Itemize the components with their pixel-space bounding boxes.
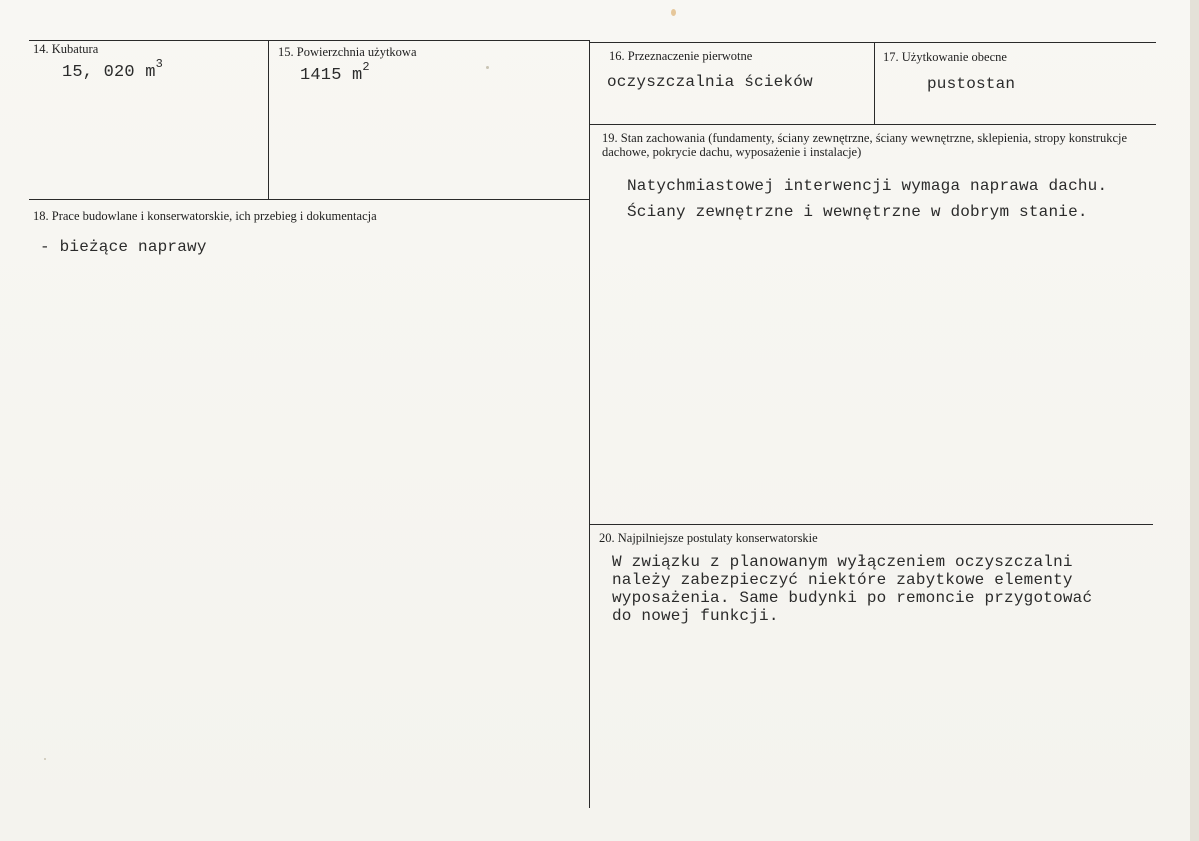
field-15-unit-exponent: 2	[362, 60, 370, 75]
divider-16-17	[874, 42, 875, 124]
divider-center	[589, 40, 590, 808]
field-16-label: 16. Przeznaczenie pierwotne	[609, 49, 753, 63]
field-14-number: 15, 020 m	[62, 63, 156, 82]
field-19-line-1: Natychmiastowej interwencji wymaga naprawa dachu.	[627, 177, 1108, 195]
field-15-number: 1415 m	[300, 66, 363, 85]
field-20-line-1: W związku z planowanym wyłączeniem oczyszczalni	[612, 553, 1073, 571]
field-19-line-2: Ściany zewnętrzne i wewnętrzne w dobrym stanie.	[627, 203, 1088, 221]
field-15-label: 15. Powierzchnia użytkowa	[278, 45, 417, 59]
field-14-label: 14. Kubatura	[33, 42, 99, 56]
field-15-value	[300, 60, 370, 86]
paper-speck	[486, 66, 489, 69]
field-20-line-3: wyposażenia. Same budynki po remoncie przygotować	[612, 589, 1093, 607]
field-17-value: pustostan	[927, 75, 1016, 93]
paper-speck	[671, 9, 676, 16]
divider-14-15	[268, 40, 269, 199]
field-17-label: 17. Użytkowanie obecne	[883, 50, 1007, 64]
field-18-label: 18. Prace budowlane i konserwatorskie, ich przebieg i dokumentacja	[33, 209, 377, 223]
divider-row-19-20	[590, 524, 1153, 525]
divider-row-14-18	[29, 199, 589, 200]
field-16-value: oczyszczalnia ścieków	[607, 73, 813, 91]
field-19-label: 19. Stan zachowania (fundamenty, ściany zewnętrzne, ściany wewnętrzne, sklepienia, stropy konstrukcje dachowe, pokrycie dachu, wyposażenie i instalacje)	[602, 131, 1128, 159]
field-14-unit-exponent: 3	[155, 57, 164, 72]
field-20-label: 20. Najpilniejsze postulaty konserwatorskie	[599, 531, 818, 545]
field-18-value: - bieżące naprawy	[40, 238, 207, 256]
paper-speck	[44, 758, 46, 760]
field-14-value	[62, 57, 164, 83]
top-border-left	[29, 40, 589, 41]
field-20-line-4: do nowej funkcji.	[612, 607, 779, 625]
paper-edge	[1190, 0, 1199, 841]
top-border-right	[590, 42, 1156, 43]
divider-row-16-19	[590, 124, 1156, 125]
field-20-line-2: należy zabezpieczyć niektóre zabytkowe elementy	[612, 571, 1073, 589]
